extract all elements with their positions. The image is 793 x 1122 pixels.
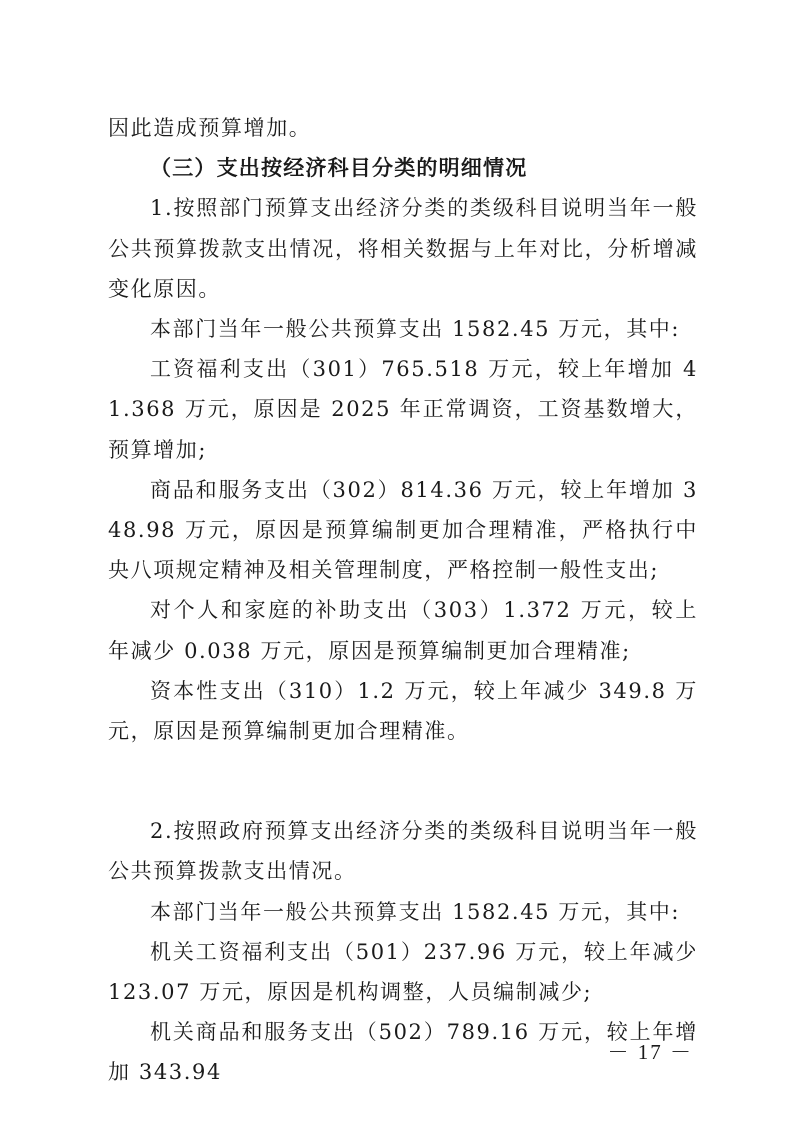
section-heading: （三）支出按经济科目分类的明细情况 — [150, 155, 528, 181]
paragraph-gap — [108, 751, 698, 811]
paragraph-capital-310: 资本性支出（310）1.2 万元，较上年减少 349.8 万元，原因是预算编制更加合理精准。 — [108, 678, 698, 744]
paragraph-agency-salary-501: 机关工资福利支出（501）237.96 万元，较上年减少 123.07 万元，原因是机构调整，人员编制减少; — [108, 939, 698, 1005]
paragraph-household-subsidy-303: 对个人和家庭的补助支出（303）1.372 万元，较上年减少 0.038 万元，原因是预算编制更加合理精准; — [108, 598, 698, 663]
paragraph-total-expenditure-2: 本部门当年一般公共预算支出 1582.45 万元，其中: — [150, 899, 681, 924]
paragraph-salary-welfare-301: 工资福利支出（301）765.518 万元，较上年增加 41.368 万元，原因是 2025 年正常调资，工资基数增大，预算增加; — [108, 357, 698, 462]
paragraph-total-expenditure: 本部门当年一般公共预算支出 1582.45 万元，其中: — [150, 317, 681, 342]
document-body — [108, 108, 698, 1093]
paragraph-department-classification-intro: 1.按照部门预算支出经济分类的类级科目说明当年一般公共预算拨款支出情况，将相关数据与上年对比，分析增减变化原因。 — [108, 196, 698, 301]
paragraph-continuation: 因此造成预算增加。 — [108, 116, 312, 140]
paragraph-agency-goods-services-502: 机关商品和服务支出（502）789.16 万元，较上年增加 343.94 — [108, 1020, 698, 1085]
paragraph-government-classification-intro: 2.按照政府预算支出经济分类的类级科目说明当年一般公共预算拨款支出情况。 — [108, 819, 698, 884]
page-number: － 17 － — [607, 1040, 693, 1064]
paragraph-goods-services-302: 商品和服务支出（302）814.36 万元，较上年增加 348.98 万元，原因是预算编制更加合理精准，严格执行中央八项规定精神及相关管理制度，严格控制一般性支出; — [108, 477, 698, 583]
